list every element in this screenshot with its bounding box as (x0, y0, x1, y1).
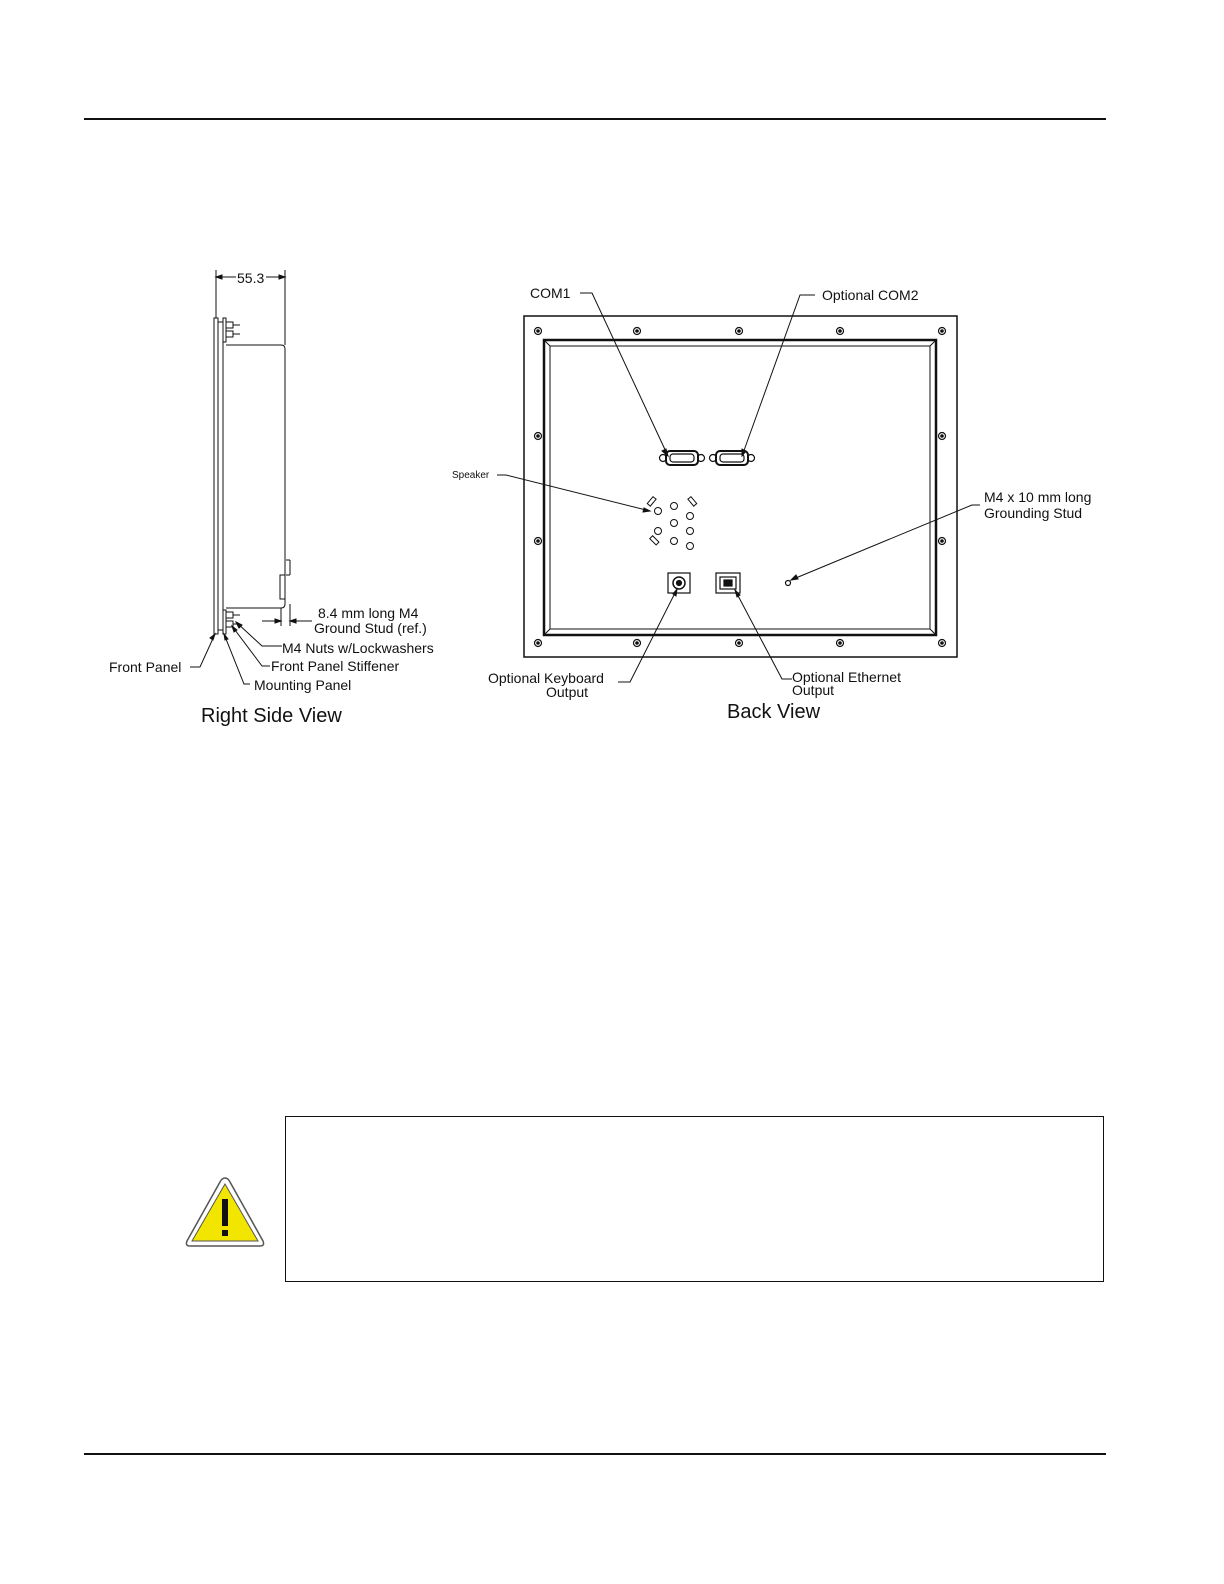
footer-rule (84, 1453, 1106, 1455)
right-side-view-caption: Right Side View (201, 705, 342, 727)
ground-stud-ref-line1: 8.4 mm long M4 (318, 605, 419, 621)
stud-bottom-5 (939, 640, 946, 647)
keyboard-output-label-line1: Optional Keyboard (488, 670, 604, 686)
warning-callout-box (285, 1116, 1104, 1282)
dimension-55-3: 55.3 (237, 270, 265, 286)
mounting-panel-label: Mounting Panel (254, 677, 352, 693)
stud-top-1 (535, 328, 542, 335)
speaker-label: Speaker (452, 470, 490, 481)
stud-top-2 (634, 328, 641, 335)
com2-label: Optional COM2 (822, 287, 919, 303)
stud-left-1 (535, 433, 542, 440)
m4-nuts-label: M4 Nuts w/Lockwashers (282, 640, 434, 656)
stud-bottom-1 (535, 640, 542, 647)
speaker-grille (647, 497, 696, 550)
back-view-leaders (497, 293, 980, 682)
right-side-view (190, 270, 312, 684)
mounting-diagram (0, 0, 1224, 760)
stud-right-2 (939, 538, 946, 545)
stud-right-1 (939, 433, 946, 440)
grounding-stud-label-line1: M4 x 10 mm long (984, 489, 1092, 505)
front-panel-stiffener-label: Front Panel Stiffener (271, 658, 400, 674)
warning-triangle-icon (184, 1175, 266, 1249)
com1-label: COM1 (530, 285, 571, 301)
ethernet-output-label-line2: Output (792, 682, 835, 698)
stud-bottom-3 (736, 640, 743, 647)
ground-stud-ref-line2: Ground Stud (ref.) (314, 620, 427, 636)
back-view-caption: Back View (727, 701, 821, 723)
stud-left-2 (535, 538, 542, 545)
keyboard-port (668, 573, 690, 593)
front-panel-label: Front Panel (109, 659, 182, 675)
ethernet-port (716, 573, 740, 593)
ethernet-output-label-line1: Optional Ethernet (792, 669, 901, 685)
back-view (524, 316, 957, 657)
com2-connector (710, 451, 755, 465)
stud-bottom-4 (837, 640, 844, 647)
stud-top-3 (736, 328, 743, 335)
grounding-stud-label-line2: Grounding Stud (984, 505, 1083, 521)
keyboard-output-label-line2: Output (546, 684, 589, 700)
grounding-stud (786, 581, 791, 586)
stud-top-4 (837, 328, 844, 335)
stud-top-5 (939, 328, 946, 335)
stud-bottom-2 (634, 640, 641, 647)
